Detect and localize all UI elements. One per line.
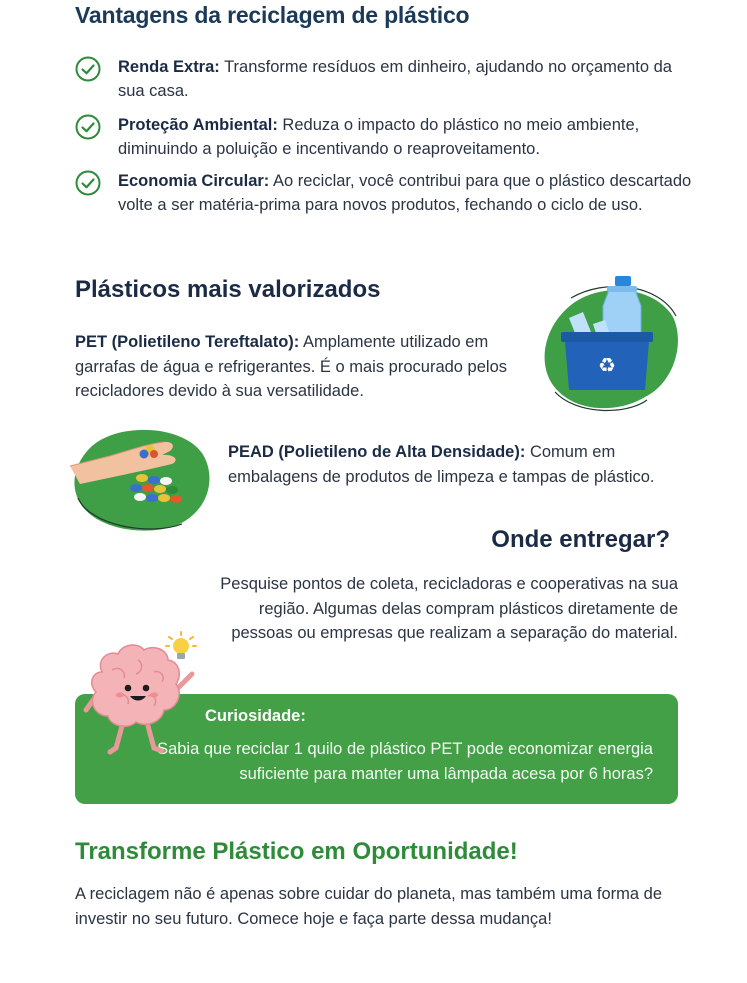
benefit-label: Renda Extra: [118,58,220,76]
recycling-bin-illustration [535,272,685,417]
where-paragraph: Pesquise pontos de coleta, recicladoras e cooperativas na sua região. Algumas delas compram plásticos diretamente de pessoas ou empresas que realizam a separação do material. [220,575,678,642]
where-title: Onde entregar? [491,526,670,553]
benefit-item [75,113,695,161]
benefit-description: Transforme resíduos em dinheiro, ajudando no orçamento da sua casa. [118,58,672,100]
benefits-title: Vantagens da reciclagem de plástico [75,2,470,28]
svg-text:♻: ♻ [598,353,616,377]
pet-paragraph [75,330,525,404]
pet-label: PET (Polietileno Tereftalato): [75,333,300,351]
benefit-item [75,55,695,103]
benefit-description: Ao reciclar, você contribui para que o plástico descartado volte a ser matéria-prima para novos produtos, fechando o ciclo de uso. [118,172,692,214]
benefit-description: Reduza o impacto do plástico no meio ambiente, diminuindo a poluição e incentivando o reaproveitamento. [118,116,640,158]
benefit-label: Economia Circular: [118,172,270,190]
pead-paragraph [228,440,668,489]
benefit-item [75,169,695,217]
pead-description: Comum em embalagens de produtos de limpeza e tampas de plástico. [228,443,655,486]
closing-paragraph: A reciclagem não é apenas sobre cuidar do planeta, mas também uma forma de investir no seu futuro. Comece hoje e faça parte dessa mudança! [75,885,662,928]
lightbulb-icon [164,630,198,668]
benefit-text [118,55,695,103]
pead-label: PEAD (Polietileno de Alta Densidade): [228,443,526,461]
benefit-text [118,113,695,161]
check-circle-icon [75,170,101,196]
check-circle-icon [75,114,101,140]
curiosity-title: Curiosidade: [205,707,306,725]
closing-title: Transforme Plástico em Oportunidade! [75,838,518,865]
check-circle-icon [75,56,101,82]
hand-bottle-caps-illustration [70,418,215,533]
pet-description: Amplamente utilizado em garrafas de água e refrigerantes. É o mais procurado pelos recicladores devido à sua versatilidade. [75,333,507,400]
plastics-title: Plásticos mais valorizados [75,276,381,303]
benefit-label: Proteção Ambiental: [118,116,278,134]
curiosity-text: Sabia que reciclar 1 quilo de plástico PET pode economizar energia suficiente para manter uma lâmpada acesa por 6 horas? [157,740,653,783]
benefit-text [118,169,695,217]
